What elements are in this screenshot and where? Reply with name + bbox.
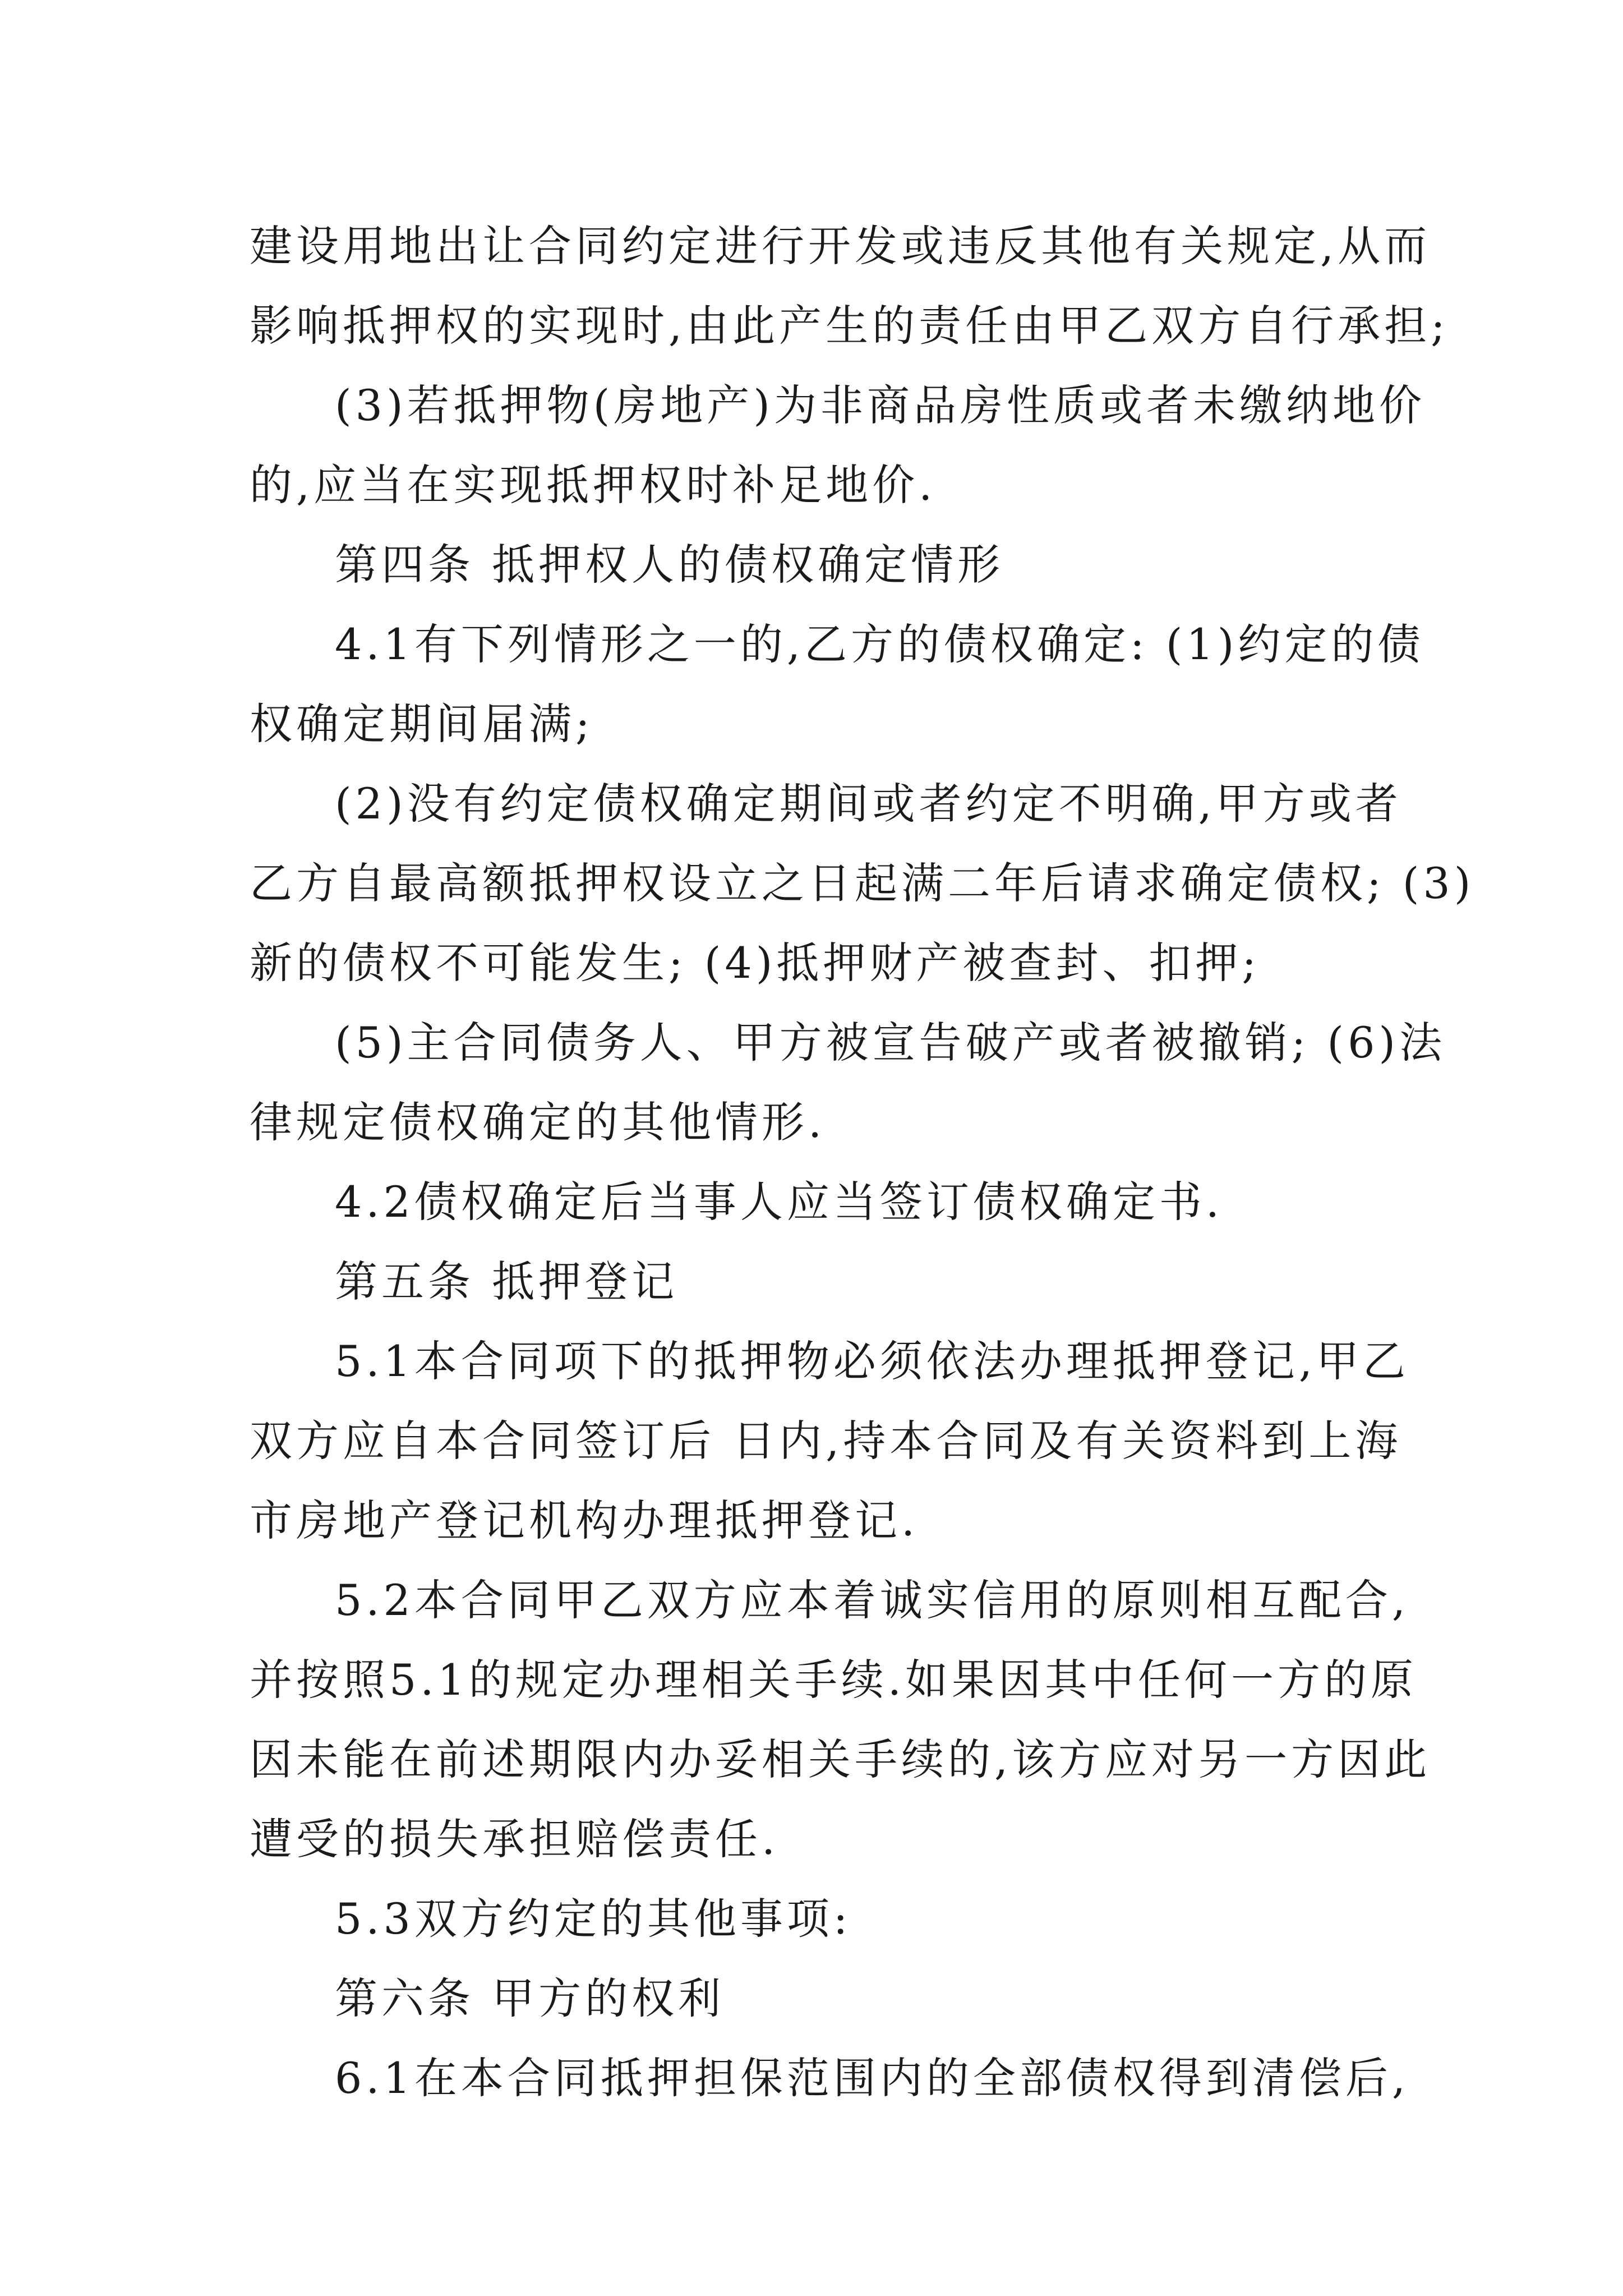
text-line: 遭受的损失承担赔偿责任. [250, 1814, 780, 1864]
text-line: 市房地产登记机构办理抵押登记. [250, 1496, 919, 1545]
text-line: 的,应当在实现抵押权时补足地价. [250, 460, 937, 510]
text-line: (3)若抵押物(房地产)为非商品房性质或者未缴纳地价 [335, 380, 1426, 430]
text-line: 5.2本合同甲乙双方应本着诚实信用的原则相互配合, [335, 1575, 1410, 1625]
section-heading-6: 第六条 甲方的权利 [335, 1973, 725, 2023]
text-line: 并按照5.1的规定办理相关手续.如果因其中任何一方的原 [250, 1655, 1418, 1705]
text-line: 4.2债权确定后当事人应当签订债权确定书. [335, 1177, 1224, 1227]
text-line: (2)没有约定债权确定期间或者约定不明确,甲方或者 [335, 779, 1402, 829]
text-line: 4.1有下列情形之一的,乙方的债权确定: (1)约定的债 [335, 619, 1424, 669]
text-line: 乙方自最高额抵押权设立之日起满二年后请求确定债权; (3) [250, 858, 1475, 908]
text-line: 双方应自本合同签订后 日内,持本合同及有关资料到上海 [250, 1416, 1402, 1466]
text-line: 6.1在本合同抵押担保范围内的全部债权得到清偿后, [335, 2053, 1410, 2103]
text-line: 影响抵押权的实现时,由此产生的责任由甲乙双方自行承担; [250, 301, 1449, 351]
text-line: (5)主合同债务人、甲方被宣告破产或者被撤销; (6)法 [335, 1018, 1446, 1068]
section-heading-5: 第五条 抵押登记 [335, 1257, 679, 1306]
section-heading-4: 第四条 抵押权人的债权确定情形 [335, 540, 1004, 590]
document-body [250, 206, 1475, 2118]
text-line: 权确定期间届满; [250, 699, 594, 749]
text-line: 因未能在前述期限内办妥相关手续的,该方应对另一方因此 [250, 1734, 1431, 1784]
text-line: 律规定债权确定的其他情形. [250, 1097, 826, 1147]
text-line: 建设用地出让合同约定进行开发或违反其他有关规定,从而 [250, 221, 1431, 271]
text-line: 5.3双方约定的其他事项: [335, 1894, 852, 1944]
text-line: 新的债权不可能发生; (4)抵押财产被查封、扣押; [250, 938, 1261, 988]
text-line: 5.1本合同项下的抵押物必须依法办理抵押登记,甲乙 [335, 1336, 1410, 1386]
